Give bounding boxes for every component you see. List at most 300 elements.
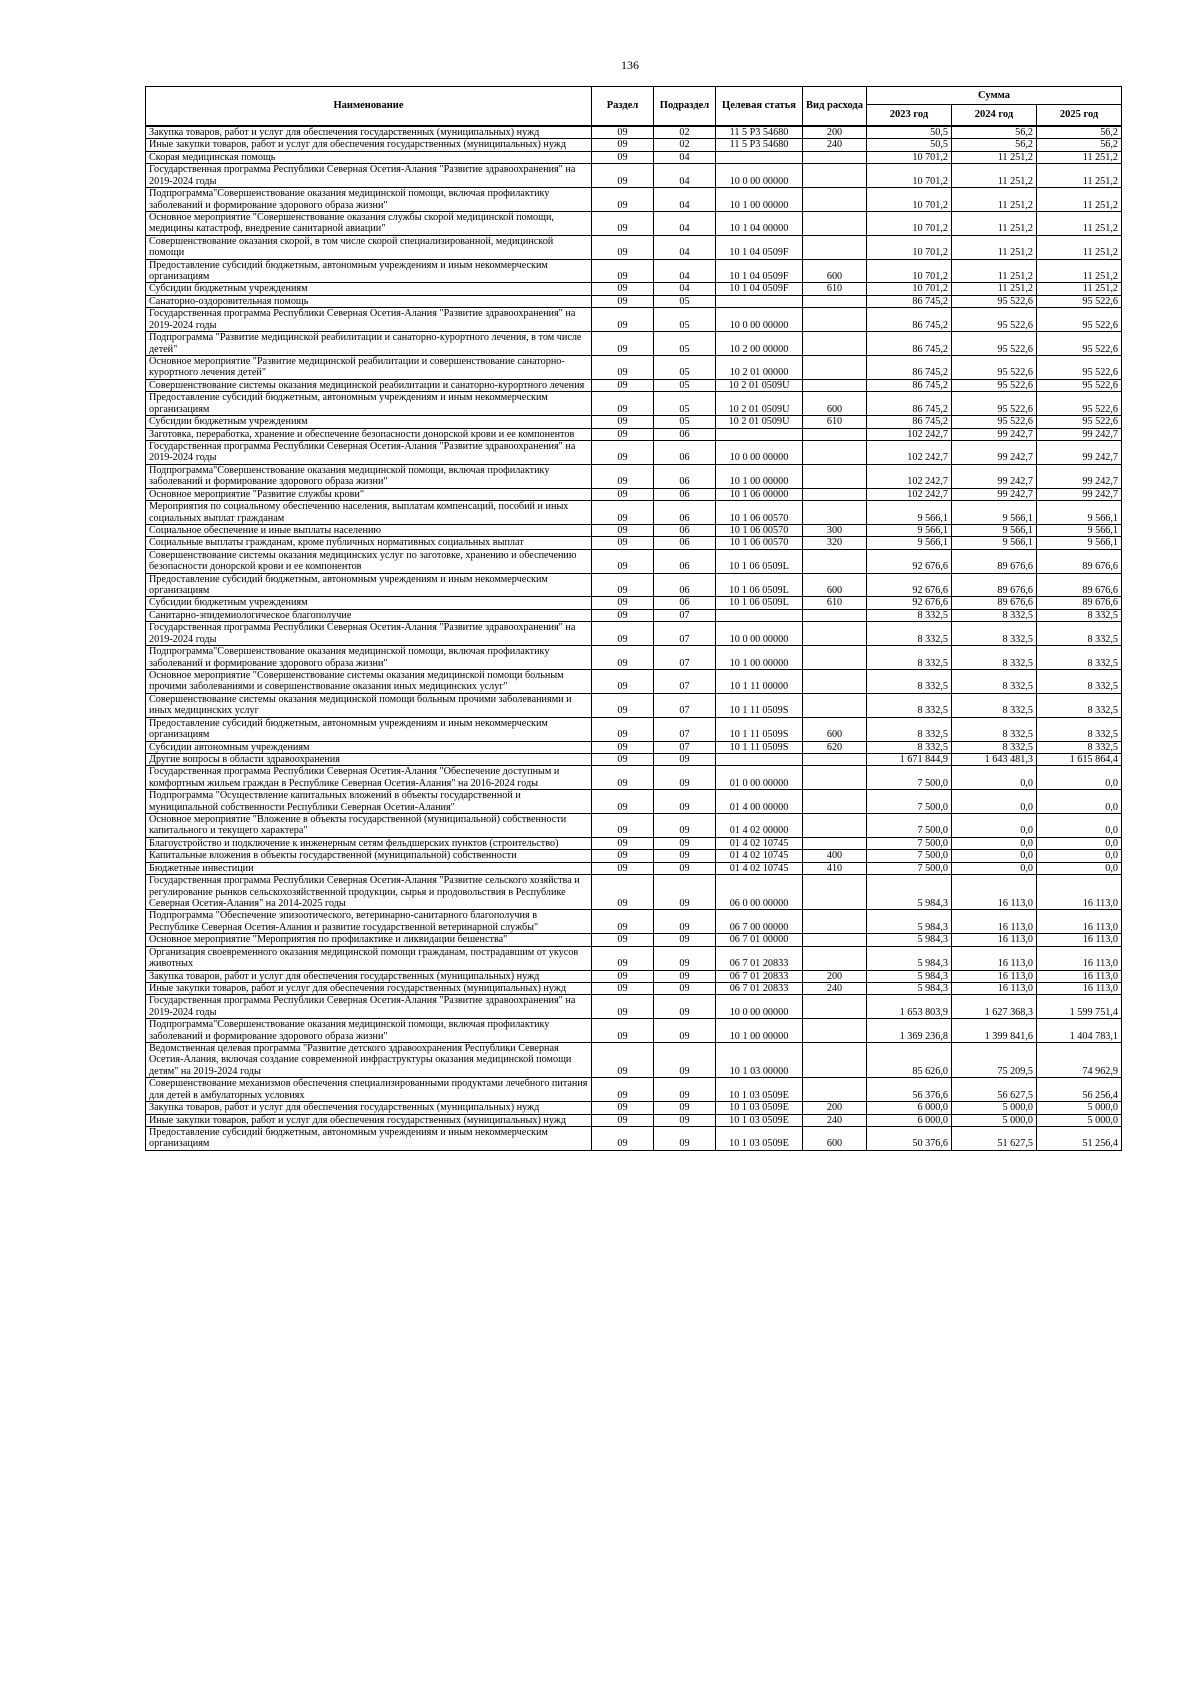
row-sum-2023: 6 000,0 bbox=[867, 1102, 952, 1114]
row-subsection: 04 bbox=[654, 259, 716, 283]
row-sum-2025: 16 113,0 bbox=[1037, 982, 1122, 994]
row-expense-type bbox=[803, 235, 867, 259]
row-subsection: 09 bbox=[654, 910, 716, 934]
row-section: 09 bbox=[592, 488, 654, 500]
row-sum-2023: 92 676,6 bbox=[867, 549, 952, 573]
row-subsection: 09 bbox=[654, 934, 716, 946]
row-section: 09 bbox=[592, 573, 654, 597]
row-expense-type: 600 bbox=[803, 259, 867, 283]
row-section: 09 bbox=[592, 188, 654, 212]
row-subsection: 05 bbox=[654, 308, 716, 332]
row-subsection: 06 bbox=[654, 524, 716, 536]
row-target-article: 06 7 00 00000 bbox=[716, 910, 803, 934]
row-sum-2023: 92 676,6 bbox=[867, 573, 952, 597]
row-sum-2024: 89 676,6 bbox=[952, 597, 1037, 609]
row-sum-2024: 99 242,7 bbox=[952, 464, 1037, 488]
row-section: 09 bbox=[592, 850, 654, 862]
row-sum-2023: 85 626,0 bbox=[867, 1043, 952, 1078]
row-sum-2025: 0,0 bbox=[1037, 814, 1122, 838]
row-target-article: 10 1 11 0509S bbox=[716, 741, 803, 753]
table-row bbox=[146, 862, 1122, 874]
row-expense-type bbox=[803, 428, 867, 440]
row-target-article bbox=[716, 295, 803, 307]
row-subsection: 07 bbox=[654, 609, 716, 621]
row-name: Санитарно-эпидемиологическое благополучие bbox=[146, 609, 592, 621]
table-row bbox=[146, 379, 1122, 391]
row-name: Совершенствование системы оказания медицинской помощи больным прочими заболеваниями и иных медицинских услуг bbox=[146, 693, 592, 717]
table-row bbox=[146, 501, 1122, 525]
row-sum-2023: 86 745,2 bbox=[867, 392, 952, 416]
row-expense-type: 600 bbox=[803, 392, 867, 416]
row-target-article: 10 1 00 00000 bbox=[716, 464, 803, 488]
table-row bbox=[146, 332, 1122, 356]
row-sum-2024: 1 643 481,3 bbox=[952, 753, 1037, 765]
row-expense-type: 600 bbox=[803, 717, 867, 741]
row-name: Субсидии автономным учреждениям bbox=[146, 741, 592, 753]
row-expense-type bbox=[803, 669, 867, 693]
row-sum-2023: 1 653 803,9 bbox=[867, 995, 952, 1019]
row-name: Государственная программа Республики Северная Осетия-Алания "Развитие здравоохранения" на 2019-2024 годы bbox=[146, 440, 592, 464]
row-subsection: 09 bbox=[654, 1127, 716, 1151]
row-section: 09 bbox=[592, 440, 654, 464]
row-sum-2024: 99 242,7 bbox=[952, 440, 1037, 464]
row-subsection: 05 bbox=[654, 379, 716, 391]
row-name: Подпрограмма"Совершенствование оказания медицинской помощи, включая профилактику заболеваний и формирование здорового образа жизни" bbox=[146, 1019, 592, 1043]
row-sum-2024: 16 113,0 bbox=[952, 875, 1037, 910]
row-expense-type bbox=[803, 1043, 867, 1078]
row-sum-2024: 11 251,2 bbox=[952, 188, 1037, 212]
row-subsection: 06 bbox=[654, 537, 716, 549]
row-subsection: 06 bbox=[654, 501, 716, 525]
row-sum-2023: 10 701,2 bbox=[867, 211, 952, 235]
row-subsection: 09 bbox=[654, 1019, 716, 1043]
row-sum-2024: 16 113,0 bbox=[952, 910, 1037, 934]
row-sum-2024: 56 627,5 bbox=[952, 1078, 1037, 1102]
row-subsection: 09 bbox=[654, 1114, 716, 1126]
row-section: 09 bbox=[592, 392, 654, 416]
row-sum-2023: 10 701,2 bbox=[867, 164, 952, 188]
row-target-article: 10 1 06 00570 bbox=[716, 501, 803, 525]
row-target-article: 10 2 01 00000 bbox=[716, 356, 803, 380]
row-name: Основное мероприятие "Мероприятия по профилактике и ликвидации бешенства" bbox=[146, 934, 592, 946]
row-sum-2023: 8 332,5 bbox=[867, 669, 952, 693]
row-sum-2024: 95 522,6 bbox=[952, 379, 1037, 391]
row-subsection: 09 bbox=[654, 850, 716, 862]
table-row bbox=[146, 982, 1122, 994]
row-sum-2025: 99 242,7 bbox=[1037, 488, 1122, 500]
table-row bbox=[146, 139, 1122, 151]
row-sum-2023: 102 242,7 bbox=[867, 488, 952, 500]
row-target-article: 06 7 01 20833 bbox=[716, 946, 803, 970]
row-section: 09 bbox=[592, 126, 654, 139]
row-sum-2023: 7 500,0 bbox=[867, 766, 952, 790]
table-row bbox=[146, 790, 1122, 814]
row-expense-type: 620 bbox=[803, 741, 867, 753]
table-row bbox=[146, 1114, 1122, 1126]
row-name: Основное мероприятие "Вложение в объекты государственной (муниципальной) собственности капитального и текущего характера" bbox=[146, 814, 592, 838]
row-sum-2024: 11 251,2 bbox=[952, 283, 1037, 295]
row-sum-2025: 16 113,0 bbox=[1037, 934, 1122, 946]
row-sum-2024: 95 522,6 bbox=[952, 308, 1037, 332]
table-row bbox=[146, 126, 1122, 139]
row-target-article: 10 1 04 0509F bbox=[716, 259, 803, 283]
row-sum-2025: 5 000,0 bbox=[1037, 1114, 1122, 1126]
row-target-article: 10 1 03 0509E bbox=[716, 1078, 803, 1102]
row-expense-type: 320 bbox=[803, 537, 867, 549]
row-sum-2024: 89 676,6 bbox=[952, 549, 1037, 573]
row-expense-type bbox=[803, 379, 867, 391]
row-name: Закупка товаров, работ и услуг для обеспечения государственных (муниципальных) нужд bbox=[146, 970, 592, 982]
row-sum-2024: 16 113,0 bbox=[952, 970, 1037, 982]
row-name: Подпрограмма"Совершенствование оказания медицинской помощи, включая профилактику заболеваний и формирование здорового образа жизни" bbox=[146, 646, 592, 670]
table-row bbox=[146, 151, 1122, 163]
row-sum-2025: 51 256,4 bbox=[1037, 1127, 1122, 1151]
row-sum-2025: 16 113,0 bbox=[1037, 910, 1122, 934]
row-sum-2023: 8 332,5 bbox=[867, 646, 952, 670]
row-name: Социальное обеспечение и иные выплаты населению bbox=[146, 524, 592, 536]
table-row bbox=[146, 850, 1122, 862]
row-expense-type: 240 bbox=[803, 139, 867, 151]
row-sum-2025: 95 522,6 bbox=[1037, 416, 1122, 428]
table-row bbox=[146, 488, 1122, 500]
row-expense-type bbox=[803, 790, 867, 814]
row-expense-type bbox=[803, 693, 867, 717]
row-subsection: 09 bbox=[654, 970, 716, 982]
col-header-subsection: Подраздел bbox=[654, 87, 716, 127]
row-sum-2023: 7 500,0 bbox=[867, 814, 952, 838]
row-sum-2023: 7 500,0 bbox=[867, 850, 952, 862]
table-row bbox=[146, 970, 1122, 982]
row-section: 09 bbox=[592, 235, 654, 259]
row-sum-2024: 0,0 bbox=[952, 790, 1037, 814]
row-section: 09 bbox=[592, 211, 654, 235]
row-name: Другие вопросы в области здравоохранения bbox=[146, 753, 592, 765]
row-section: 09 bbox=[592, 597, 654, 609]
row-sum-2024: 95 522,6 bbox=[952, 332, 1037, 356]
row-sum-2023: 50 376,6 bbox=[867, 1127, 952, 1151]
row-expense-type bbox=[803, 753, 867, 765]
row-sum-2024: 0,0 bbox=[952, 837, 1037, 849]
row-sum-2025: 8 332,5 bbox=[1037, 646, 1122, 670]
row-sum-2024: 8 332,5 bbox=[952, 646, 1037, 670]
row-target-article: 01 4 02 10745 bbox=[716, 862, 803, 874]
row-name: Субсидии бюджетным учреждениям bbox=[146, 416, 592, 428]
row-sum-2024: 95 522,6 bbox=[952, 295, 1037, 307]
row-sum-2024: 99 242,7 bbox=[952, 428, 1037, 440]
table-body bbox=[146, 126, 1122, 1150]
row-sum-2025: 11 251,2 bbox=[1037, 283, 1122, 295]
row-sum-2025: 8 332,5 bbox=[1037, 741, 1122, 753]
row-sum-2024: 11 251,2 bbox=[952, 211, 1037, 235]
row-sum-2023: 10 701,2 bbox=[867, 235, 952, 259]
row-target-article: 01 4 00 00000 bbox=[716, 790, 803, 814]
row-sum-2024: 9 566,1 bbox=[952, 524, 1037, 536]
row-expense-type: 410 bbox=[803, 862, 867, 874]
row-sum-2025: 56 256,4 bbox=[1037, 1078, 1122, 1102]
row-name: Совершенствование оказания скорой, в том числе скорой специализированной, медицинской помощи bbox=[146, 235, 592, 259]
row-expense-type bbox=[803, 211, 867, 235]
row-sum-2025: 1 404 783,1 bbox=[1037, 1019, 1122, 1043]
row-name: Предоставление субсидий бюджетным, автономным учреждениям и иным некоммерческим организациям bbox=[146, 392, 592, 416]
table-row bbox=[146, 524, 1122, 536]
row-section: 09 bbox=[592, 741, 654, 753]
row-name: Благоустройство и подключение к инженерным сетям фельдшерских пунктов (строительство) bbox=[146, 837, 592, 849]
table-row bbox=[146, 1102, 1122, 1114]
row-section: 09 bbox=[592, 717, 654, 741]
row-target-article: 10 1 00 00000 bbox=[716, 646, 803, 670]
row-sum-2025: 16 113,0 bbox=[1037, 946, 1122, 970]
row-section: 09 bbox=[592, 416, 654, 428]
row-section: 09 bbox=[592, 814, 654, 838]
row-sum-2025: 95 522,6 bbox=[1037, 392, 1122, 416]
row-sum-2023: 8 332,5 bbox=[867, 622, 952, 646]
table-row bbox=[146, 283, 1122, 295]
row-target-article: 10 1 04 0509F bbox=[716, 235, 803, 259]
row-section: 09 bbox=[592, 609, 654, 621]
row-expense-type: 200 bbox=[803, 126, 867, 139]
row-subsection: 09 bbox=[654, 875, 716, 910]
row-sum-2023: 86 745,2 bbox=[867, 308, 952, 332]
row-sum-2025: 0,0 bbox=[1037, 862, 1122, 874]
table-row bbox=[146, 753, 1122, 765]
row-target-article: 10 2 00 00000 bbox=[716, 332, 803, 356]
row-sum-2023: 50,5 bbox=[867, 139, 952, 151]
col-header-section: Раздел bbox=[592, 87, 654, 127]
row-subsection: 09 bbox=[654, 1043, 716, 1078]
table-row bbox=[146, 875, 1122, 910]
row-sum-2023: 7 500,0 bbox=[867, 837, 952, 849]
row-sum-2023: 9 566,1 bbox=[867, 501, 952, 525]
row-subsection: 05 bbox=[654, 332, 716, 356]
row-expense-type bbox=[803, 646, 867, 670]
row-target-article bbox=[716, 151, 803, 163]
row-name: Социальные выплаты гражданам, кроме публичных нормативных социальных выплат bbox=[146, 537, 592, 549]
row-target-article: 06 7 01 00000 bbox=[716, 934, 803, 946]
row-expense-type bbox=[803, 1019, 867, 1043]
row-sum-2025: 89 676,6 bbox=[1037, 573, 1122, 597]
row-sum-2024: 16 113,0 bbox=[952, 946, 1037, 970]
row-expense-type bbox=[803, 946, 867, 970]
table-row bbox=[146, 440, 1122, 464]
row-sum-2025: 16 113,0 bbox=[1037, 875, 1122, 910]
row-target-article bbox=[716, 753, 803, 765]
row-name: Государственная программа Республики Северная Осетия-Алания "Развитие сельского хозяйства и регулирование рынков сельскохозяйственной продукции, сырья и продовольствия в Республике Северная Осетия-Алания" на 2014-2025 годы bbox=[146, 875, 592, 910]
row-target-article: 10 1 03 0509E bbox=[716, 1114, 803, 1126]
row-name: Государственная программа Республики Северная Осетия-Алания "Развитие здравоохранения" на 2019-2024 годы bbox=[146, 164, 592, 188]
table-row bbox=[146, 164, 1122, 188]
row-section: 09 bbox=[592, 646, 654, 670]
row-expense-type bbox=[803, 295, 867, 307]
row-section: 09 bbox=[592, 1102, 654, 1114]
table-row bbox=[146, 814, 1122, 838]
row-sum-2024: 9 566,1 bbox=[952, 537, 1037, 549]
row-sum-2025: 11 251,2 bbox=[1037, 235, 1122, 259]
row-name: Государственная программа Республики Северная Осетия-Алания "Развитие здравоохранения" на 2019-2024 годы bbox=[146, 308, 592, 332]
table-row bbox=[146, 549, 1122, 573]
row-sum-2024: 16 113,0 bbox=[952, 934, 1037, 946]
row-name: Государственная программа Республики Северная Осетия-Алания "Развитие здравоохранения" на 2019-2024 годы bbox=[146, 622, 592, 646]
row-sum-2025: 9 566,1 bbox=[1037, 501, 1122, 525]
row-sum-2023: 8 332,5 bbox=[867, 693, 952, 717]
row-section: 09 bbox=[592, 259, 654, 283]
row-sum-2023: 5 984,3 bbox=[867, 946, 952, 970]
row-name: Подпрограмма "Осуществление капитальных вложений в объекты государственной и муниципальной собственности Республики Северная Осетия-Алания" bbox=[146, 790, 592, 814]
row-subsection: 04 bbox=[654, 188, 716, 212]
row-name: Подпрограмма "Обеспечение эпизоотического, ветеринарно-санитарного благополучия в Республике Северная Осетия-Алания и развитие государственной ветеринарной службы" bbox=[146, 910, 592, 934]
col-header-2024: 2024 год bbox=[952, 105, 1037, 127]
row-sum-2024: 99 242,7 bbox=[952, 488, 1037, 500]
row-sum-2025: 9 566,1 bbox=[1037, 524, 1122, 536]
row-subsection: 07 bbox=[654, 693, 716, 717]
row-expense-type: 600 bbox=[803, 1127, 867, 1151]
row-sum-2024: 5 000,0 bbox=[952, 1102, 1037, 1114]
row-sum-2025: 56,2 bbox=[1037, 126, 1122, 139]
row-sum-2024: 56,2 bbox=[952, 139, 1037, 151]
table-row bbox=[146, 537, 1122, 549]
table-row bbox=[146, 995, 1122, 1019]
row-section: 09 bbox=[592, 295, 654, 307]
row-subsection: 05 bbox=[654, 416, 716, 428]
row-subsection: 06 bbox=[654, 428, 716, 440]
row-target-article: 10 1 11 0509S bbox=[716, 693, 803, 717]
row-sum-2025: 0,0 bbox=[1037, 766, 1122, 790]
row-sum-2023: 102 242,7 bbox=[867, 440, 952, 464]
row-target-article: 10 1 06 0509L bbox=[716, 549, 803, 573]
row-sum-2023: 86 745,2 bbox=[867, 295, 952, 307]
col-header-expense-type: Вид расхода bbox=[803, 87, 867, 127]
row-sum-2025: 11 251,2 bbox=[1037, 151, 1122, 163]
budget-table bbox=[145, 86, 1122, 1151]
row-sum-2025: 16 113,0 bbox=[1037, 970, 1122, 982]
row-sum-2024: 11 251,2 bbox=[952, 151, 1037, 163]
row-sum-2024: 95 522,6 bbox=[952, 416, 1037, 428]
row-sum-2024: 0,0 bbox=[952, 814, 1037, 838]
row-sum-2023: 5 984,3 bbox=[867, 910, 952, 934]
row-expense-type: 400 bbox=[803, 850, 867, 862]
table-row bbox=[146, 717, 1122, 741]
row-target-article: 06 0 00 00000 bbox=[716, 875, 803, 910]
row-expense-type bbox=[803, 440, 867, 464]
row-sum-2023: 10 701,2 bbox=[867, 259, 952, 283]
row-sum-2025: 95 522,6 bbox=[1037, 356, 1122, 380]
col-header-2025: 2025 год bbox=[1037, 105, 1122, 127]
row-name: Подпрограмма"Совершенствование оказания медицинской помощи, включая профилактику заболеваний и формирование здорового образа жизни" bbox=[146, 464, 592, 488]
row-expense-type bbox=[803, 332, 867, 356]
row-sum-2023: 7 500,0 bbox=[867, 790, 952, 814]
row-name: Государственная программа Республики Северная Осетия-Алания "Развитие здравоохранения" на 2019-2024 годы bbox=[146, 995, 592, 1019]
row-expense-type: 600 bbox=[803, 573, 867, 597]
row-expense-type bbox=[803, 814, 867, 838]
row-subsection: 05 bbox=[654, 295, 716, 307]
row-target-article: 10 1 03 0509E bbox=[716, 1102, 803, 1114]
row-sum-2025: 9 566,1 bbox=[1037, 537, 1122, 549]
row-name: Предоставление субсидий бюджетным, автономным учреждениям и иным некоммерческим организациям bbox=[146, 259, 592, 283]
row-sum-2025: 0,0 bbox=[1037, 790, 1122, 814]
row-sum-2023: 7 500,0 bbox=[867, 862, 952, 874]
row-section: 09 bbox=[592, 1019, 654, 1043]
row-section: 09 bbox=[592, 910, 654, 934]
table-row bbox=[146, 188, 1122, 212]
row-sum-2024: 5 000,0 bbox=[952, 1114, 1037, 1126]
row-expense-type bbox=[803, 910, 867, 934]
row-subsection: 02 bbox=[654, 139, 716, 151]
row-target-article: 10 1 04 00000 bbox=[716, 211, 803, 235]
row-sum-2025: 95 522,6 bbox=[1037, 332, 1122, 356]
row-sum-2025: 95 522,6 bbox=[1037, 308, 1122, 332]
row-sum-2025: 11 251,2 bbox=[1037, 188, 1122, 212]
row-expense-type bbox=[803, 549, 867, 573]
row-section: 09 bbox=[592, 790, 654, 814]
row-expense-type bbox=[803, 151, 867, 163]
row-name: Иные закупки товаров, работ и услуг для обеспечения государственных (муниципальных) нужд bbox=[146, 139, 592, 151]
row-sum-2024: 9 566,1 bbox=[952, 501, 1037, 525]
row-subsection: 09 bbox=[654, 790, 716, 814]
row-sum-2023: 9 566,1 bbox=[867, 537, 952, 549]
row-sum-2025: 1 615 864,4 bbox=[1037, 753, 1122, 765]
row-subsection: 09 bbox=[654, 837, 716, 849]
row-expense-type bbox=[803, 609, 867, 621]
table-row bbox=[146, 669, 1122, 693]
row-target-article: 10 0 00 00000 bbox=[716, 995, 803, 1019]
row-expense-type bbox=[803, 356, 867, 380]
row-sum-2025: 11 251,2 bbox=[1037, 164, 1122, 188]
row-sum-2024: 8 332,5 bbox=[952, 693, 1037, 717]
row-target-article: 10 1 00 00000 bbox=[716, 188, 803, 212]
row-name: Предоставление субсидий бюджетным, автономным учреждениям и иным некоммерческим организациям bbox=[146, 1127, 592, 1151]
row-subsection: 06 bbox=[654, 464, 716, 488]
row-name: Заготовка, переработка, хранение и обеспечение безопасности донорской крови и ее компонентов bbox=[146, 428, 592, 440]
row-sum-2023: 102 242,7 bbox=[867, 428, 952, 440]
row-expense-type: 610 bbox=[803, 416, 867, 428]
row-target-article: 10 1 04 0509F bbox=[716, 283, 803, 295]
row-section: 09 bbox=[592, 875, 654, 910]
row-sum-2023: 5 984,3 bbox=[867, 970, 952, 982]
row-expense-type bbox=[803, 488, 867, 500]
row-subsection: 04 bbox=[654, 211, 716, 235]
row-sum-2023: 5 984,3 bbox=[867, 982, 952, 994]
row-subsection: 06 bbox=[654, 440, 716, 464]
table-row bbox=[146, 693, 1122, 717]
row-sum-2025: 89 676,6 bbox=[1037, 597, 1122, 609]
row-subsection: 09 bbox=[654, 1102, 716, 1114]
col-header-target-article: Целевая статья bbox=[716, 87, 803, 127]
table-row bbox=[146, 934, 1122, 946]
row-section: 09 bbox=[592, 537, 654, 549]
row-name: Закупка товаров, работ и услуг для обеспечения государственных (муниципальных) нужд bbox=[146, 1102, 592, 1114]
col-header-name: Наименование bbox=[146, 87, 592, 127]
row-sum-2025: 8 332,5 bbox=[1037, 669, 1122, 693]
row-sum-2025: 89 676,6 bbox=[1037, 549, 1122, 573]
row-section: 09 bbox=[592, 283, 654, 295]
row-sum-2025: 95 522,6 bbox=[1037, 379, 1122, 391]
row-sum-2023: 86 745,2 bbox=[867, 379, 952, 391]
row-sum-2023: 10 701,2 bbox=[867, 283, 952, 295]
row-subsection: 09 bbox=[654, 995, 716, 1019]
row-target-article: 10 2 01 0509U bbox=[716, 392, 803, 416]
row-name: Основное мероприятие "Совершенствование системы оказания медицинской помощи больным прочими заболеваниями и совершенствование оказания иных медицинских услуг" bbox=[146, 669, 592, 693]
row-sum-2025: 99 242,7 bbox=[1037, 428, 1122, 440]
row-section: 09 bbox=[592, 946, 654, 970]
row-expense-type bbox=[803, 934, 867, 946]
row-sum-2025: 95 522,6 bbox=[1037, 295, 1122, 307]
row-section: 09 bbox=[592, 501, 654, 525]
row-target-article: 10 1 11 0509S bbox=[716, 717, 803, 741]
row-sum-2024: 0,0 bbox=[952, 862, 1037, 874]
row-name: Совершенствование системы оказания медицинской реабилитации и санаторно-курортного лечения bbox=[146, 379, 592, 391]
row-target-article: 10 1 06 0509L bbox=[716, 597, 803, 609]
page-number: 136 bbox=[621, 58, 639, 72]
row-expense-type: 240 bbox=[803, 982, 867, 994]
